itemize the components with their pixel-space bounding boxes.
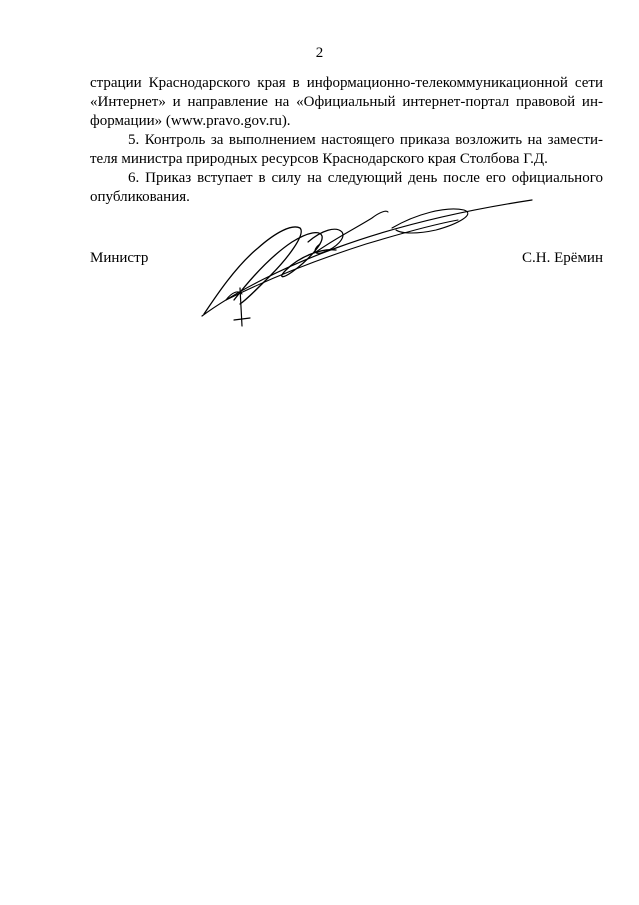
handwritten-signature bbox=[196, 196, 540, 330]
page-number: 2 bbox=[315, 45, 324, 61]
document-body bbox=[90, 74, 603, 207]
paragraph-continuation: страции Краснодарского края в информационно-телекоммуникационной сети «Интернет» и направление на «Официальный интернет-портал правовой информации» (www.pravo.gov.ru). bbox=[90, 75, 603, 129]
paragraph-item-5: 5. Контроль за выполнением настоящего приказа возложить на заместителя министра природных ресурсов Краснодарского края Столбова Г.Д. bbox=[90, 132, 603, 167]
signatory-name: С.Н. Ерёмин bbox=[522, 250, 603, 266]
signature-stroke-top bbox=[316, 211, 388, 252]
signatory-title: Министр bbox=[90, 250, 149, 266]
signature-stroke-long bbox=[202, 200, 532, 316]
paragraph-item-6: 6. Приказ вступает в силу на следующий день после его официального опубликования. bbox=[90, 170, 603, 205]
signature-stroke-right-loop bbox=[392, 209, 468, 233]
signature-stroke-loop-a bbox=[204, 227, 301, 314]
signature-stroke-loop-b bbox=[234, 233, 336, 300]
